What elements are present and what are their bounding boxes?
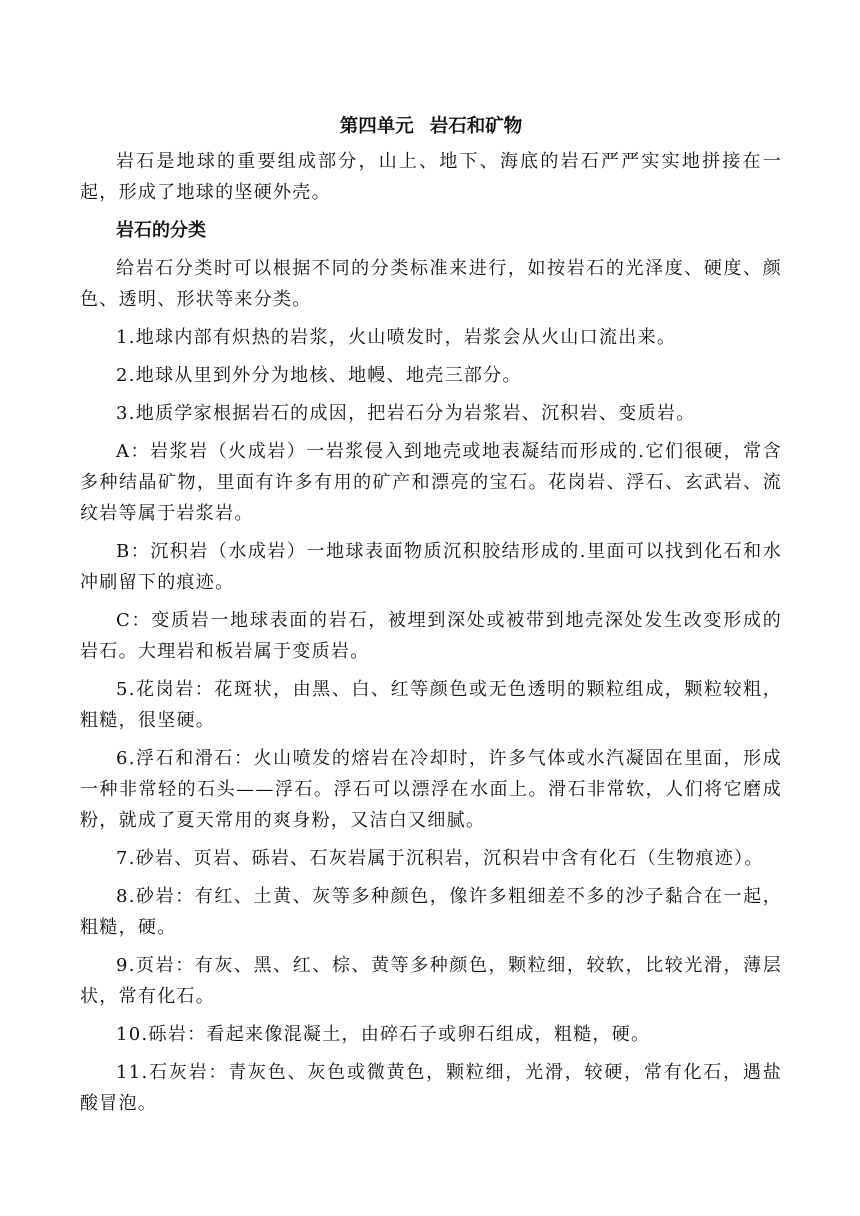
paragraph-1: 1.地球内部有炽热的岩浆，火山喷发时，岩浆会从火山口流出来。	[116, 327, 677, 348]
paragraph-a: A：岩浆岩（火成岩）一岩浆侵入到地壳或地表凝结而形成的.它们很硬，常含多种结晶矿物，里面有许多有用的矿产和漂亮的宝石。花岗岩、浮石、玄武岩、流纹岩等属于岩浆岩。	[80, 441, 782, 524]
paragraph-6: 6.浮石和滑石：火山喷发的熔岩在冷却时，许多气体或水汽凝固在里面，形成一种非常轻的石头——浮石。浮石可以漂浮在水面上。滑石非常软，人们将它磨成粉，就成了夏天常用的爽身粉，又洁白又细腻。	[80, 748, 782, 831]
paragraph-b: B：沉积岩（水成岩）一地球表面物质沉积胶结形成的.里面可以找到化石和水冲刷留下的痕迹。	[80, 541, 782, 593]
section-heading: 岩石的分类	[116, 220, 206, 241]
paragraph-3: 3.地质学家根据岩石的成因，把岩石分为岩浆岩、沉积岩、变质岩。	[116, 403, 696, 424]
page-title	[80, 112, 782, 142]
paragraph-7: 7.砂岩、页岩、砾岩、石灰岩属于沉积岩，沉积岩中含有化石（生物痕迹）。	[116, 848, 764, 869]
paragraph-classification: 给岩石分类时可以根据不同的分类标准来进行，如按岩石的光泽度、硬度、颜色、透明、形状等来分类。	[80, 258, 782, 310]
paragraph-11: 11.石灰岩：青灰色、灰色或微黄色，颗粒细，光滑，较硬，常有化石，遇盐酸冒泡。	[80, 1062, 782, 1114]
paragraph-c: C：变质岩一地球表面的岩石，被埋到深处或被带到地壳深处发生改变形成的岩石。大理岩和板岩属于变质岩。	[80, 610, 782, 662]
paragraph-5: 5.花岗岩：花斑状，由黑、白、红等颜色或无色透明的颗粒组成，颗粒较粗，粗糙，很坚硬。	[80, 679, 782, 731]
unit-topic: 岩石和矿物	[429, 116, 523, 137]
paragraph-8: 8.砂岩：有红、土黄、灰等多种颜色，像许多粗细差不多的沙子黏合在一起，粗糙，硬。	[80, 886, 782, 938]
unit-label: 第四单元	[339, 116, 414, 137]
paragraph-10: 10.砾岩：看起来像混凝土，由碎石子或卵石组成，粗糙，硬。	[116, 1024, 651, 1045]
paragraph-2: 2.地球从里到外分为地核、地幔、地壳三部分。	[116, 365, 522, 386]
document-page	[80, 112, 782, 1126]
paragraph-9: 9.页岩：有灰、黑、红、棕、黄等多种颜色，颗粒细，较软，比较光滑，薄层状，常有化石。	[80, 955, 782, 1007]
intro-paragraph: 岩石是地球的重要组成部分，山上、地下、海底的岩石严严实实地拼接在一起，形成了地球的坚硬外壳。	[80, 151, 782, 203]
